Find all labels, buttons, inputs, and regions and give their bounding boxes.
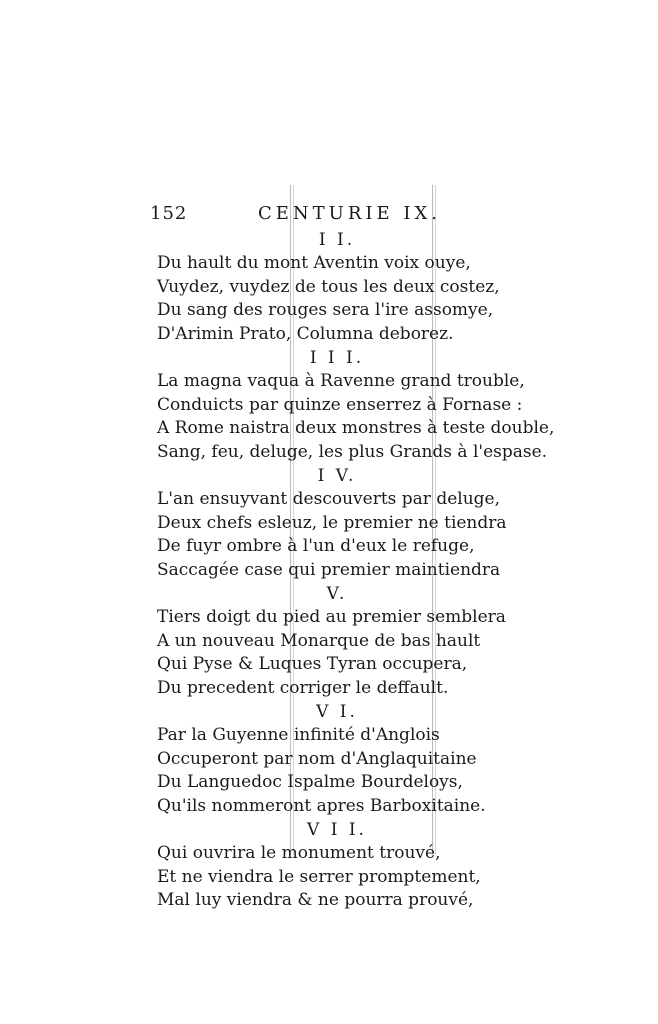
verse-line: Tiers doigt du pied au premier semblera <box>157 607 506 627</box>
quatrain <box>157 582 506 700</box>
verse-line: A un nouveau Monarque de bas hault <box>157 630 481 651</box>
verse-line: Du sang des rouges sera l'ire assomye, <box>157 300 494 320</box>
verse-line: Du precedent corriger le deffault. <box>157 677 449 698</box>
page-number: 152 <box>150 203 188 224</box>
page-header <box>150 203 450 227</box>
verse-line: De fuyr ombre à l'un d'eux le refuge, <box>157 536 475 556</box>
verse-line: Vuydez, vuydez de tous les deux costez, <box>157 276 500 297</box>
verse-line: D'Arimin Prato, Columna deborez. <box>157 323 454 344</box>
verse-line: Du Languedoc Ispalme Bourdeloys, <box>157 772 463 792</box>
quatrain-numeral: I I. <box>318 230 356 250</box>
verse-line: Qui ouvrira le monument trouvé, <box>157 843 441 863</box>
verse-line: Deux chefs esleuz, le premier ne tiendra <box>157 512 507 533</box>
quatrain-numeral: I I I. <box>309 348 365 368</box>
verse-line: L'an ensuyvant descouverts par deluge, <box>157 489 501 509</box>
quatrain-numeral: I V. <box>317 466 357 486</box>
quatrain-numeral: V I I. <box>307 820 367 840</box>
verse-line: La magna vaqua à Ravenne grand trouble, <box>157 371 525 391</box>
verse-line: Qui Pyse & Luques Tyran occupera, <box>157 654 468 674</box>
verse-line: Qu'ils nommeront apres Barboxitaine. <box>157 795 486 816</box>
verse-line: Du hault du mont Aventin voix ouye, <box>157 253 471 273</box>
verse-line: Sang, feu, deluge, les plus Grands à l'espase. <box>157 441 548 462</box>
verse-line: Par la Guyenne infinité d'Anglois <box>157 725 440 745</box>
verse-line: Et ne viendra le serrer promptement, <box>157 866 481 887</box>
verse-line: Conduicts par quinze enserrez à Fornase : <box>157 394 523 415</box>
running-title: CENTURIE IX. <box>258 203 442 224</box>
quatrain <box>157 700 487 818</box>
verse-line: Mal luy viendra & ne pourra prouvé, <box>157 890 474 910</box>
verse-line: A Rome naistra deux monstres à teste double, <box>157 418 555 438</box>
quatrain <box>157 346 555 464</box>
quatrain <box>157 228 500 346</box>
quatrain <box>157 818 487 913</box>
quatrain <box>157 464 507 582</box>
verse-line: Saccagée case qui premier maintiendra <box>157 559 501 580</box>
verse-line: Occuperont par nom d'Anglaquitaine <box>157 748 477 769</box>
quatrain-numeral: V I. <box>316 702 358 722</box>
quatrain-numeral: V. <box>326 584 348 604</box>
quatrain-list <box>157 228 555 913</box>
